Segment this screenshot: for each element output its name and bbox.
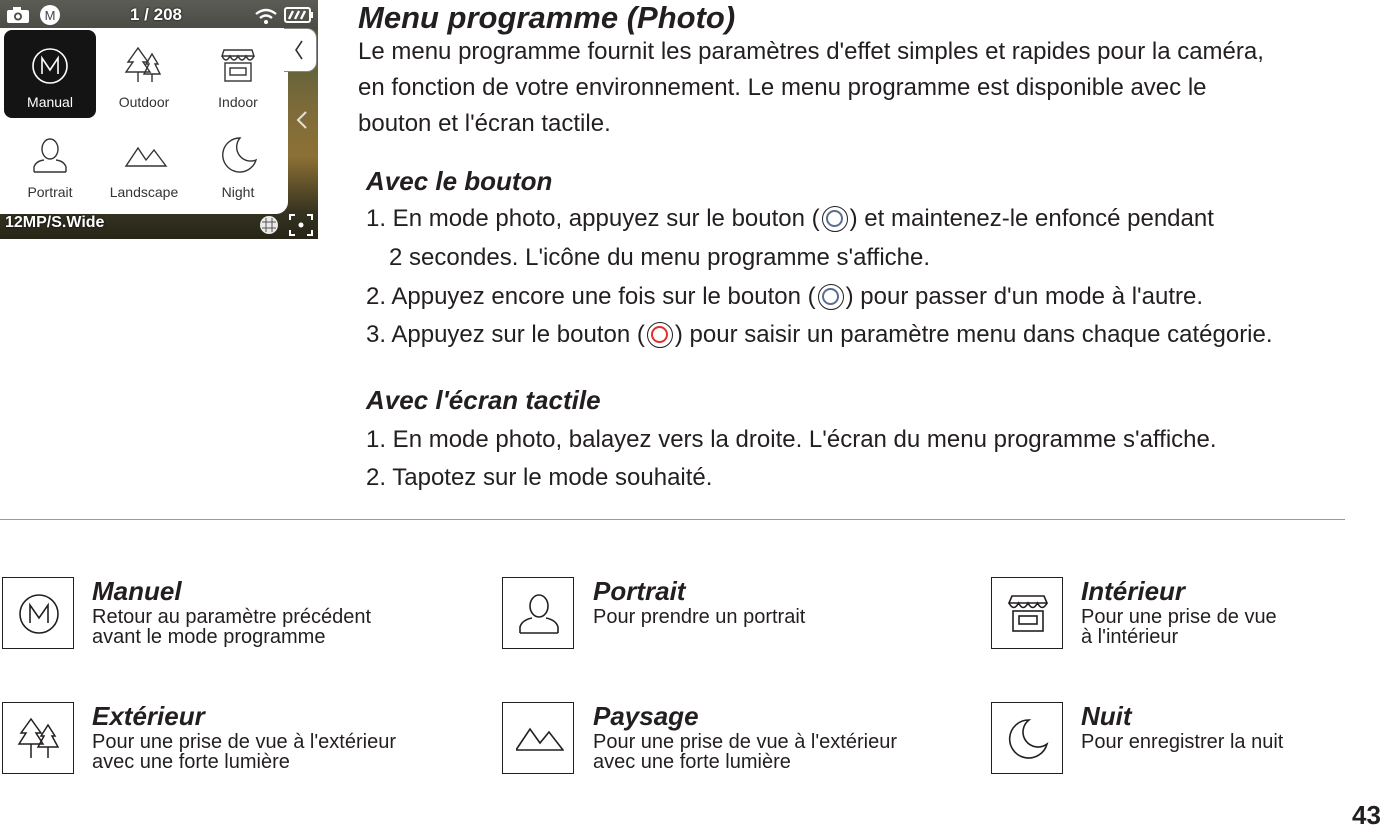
- shot-counter: 1 / 208: [130, 5, 182, 24]
- person-icon: [30, 136, 70, 176]
- shutter-button-icon: [818, 284, 844, 310]
- moon-icon: [218, 136, 258, 176]
- camera-icon: [6, 6, 30, 24]
- store-icon: [1005, 591, 1051, 637]
- menu-label: Night: [221, 184, 255, 200]
- desc-line: avant le mode programme: [92, 626, 326, 648]
- desc-line: Retour au paramètre précédent: [92, 606, 372, 628]
- focus-frame-icon: [288, 213, 314, 237]
- menu-label: Outdoor: [118, 94, 170, 110]
- desc-line: Pour enregistrer la nuit: [1081, 731, 1284, 753]
- outdoor-mode-box: [2, 702, 74, 774]
- step-text: 1. En mode photo, appuyez sur le bouton (: [366, 205, 820, 232]
- intro-paragraph: [358, 34, 1378, 142]
- desc-line: avec une forte lumière: [92, 751, 290, 773]
- battery-icon: [284, 6, 314, 24]
- moon-icon: [1005, 716, 1051, 762]
- desc-line: Pour une prise de vue à l'extérieur: [593, 731, 897, 753]
- menu-collapse-tab[interactable]: [284, 28, 317, 72]
- intro-line: bouton et l'écran tactile.: [358, 110, 611, 137]
- button-step-2: [366, 283, 1203, 311]
- mode-desc-portrait: [593, 607, 953, 627]
- menu-label: Manual: [27, 94, 73, 110]
- menu-label: Indoor: [218, 94, 258, 110]
- manual-icon: [16, 591, 62, 637]
- step-text: 2. Appuyez encore une fois sur le bouton (: [366, 283, 816, 310]
- program-menu-panel: [0, 28, 288, 214]
- mode-desc-exterieur: [92, 732, 452, 772]
- mode-name-portrait: Portrait: [593, 576, 686, 606]
- manual-icon: [30, 46, 70, 86]
- record-button-icon: [647, 322, 673, 348]
- button-step-1-cont: 2 secondes. L'icône du menu programme s'affiche.: [389, 244, 931, 271]
- portrait-mode-box: [502, 577, 574, 649]
- menu-item-landscape[interactable]: [98, 120, 190, 208]
- night-mode-box: [991, 702, 1063, 774]
- touch-step-1: 1. En mode photo, balayez vers la droite. L'écran du menu programme s'affiche.: [366, 426, 1217, 453]
- step-text: 3. Appuyez sur le bouton (: [366, 321, 645, 348]
- step-text: ) pour passer d'un mode à l'autre.: [845, 283, 1203, 310]
- touch-step-2: 2. Tapotez sur le mode souhaité.: [366, 464, 713, 491]
- mountain-icon: [124, 136, 168, 176]
- intro-line: Le menu programme fournit les paramètres d'effet simples et rapides pour la caméra,: [358, 38, 1264, 65]
- mode-name-manuel: Manuel: [92, 576, 182, 606]
- grid-icon: [258, 214, 280, 236]
- swipe-chevron-icon[interactable]: [294, 110, 310, 130]
- menu-label: Landscape: [109, 184, 179, 200]
- page-title: Menu programme (Photo): [358, 0, 736, 35]
- camera-status-bar: [0, 0, 318, 30]
- mountain-icon: [516, 716, 564, 762]
- mode-desc-nuit: [1081, 732, 1387, 752]
- intro-line: en fonction de votre environnement. Le menu programme est disponible avec le: [358, 74, 1207, 101]
- step-text: ) et maintenez-le enfoncé pendant: [849, 205, 1214, 232]
- trees-icon: [16, 716, 62, 762]
- mode-name-nuit: Nuit: [1081, 701, 1132, 731]
- menu-label: Portrait: [27, 184, 73, 200]
- menu-item-outdoor[interactable]: [98, 30, 190, 118]
- menu-item-indoor[interactable]: [192, 30, 284, 118]
- shutter-button-icon: [822, 206, 848, 232]
- mode-name-exterieur: Extérieur: [92, 701, 205, 731]
- mode-desc-interieur: [1081, 607, 1387, 647]
- resolution-label: 12MP/S.Wide: [5, 214, 105, 231]
- trees-icon: [124, 46, 164, 86]
- step-text: ) pour saisir un paramètre menu dans chaque catégorie.: [674, 321, 1273, 348]
- mode-name-interieur: Intérieur: [1081, 576, 1186, 606]
- section-divider: [0, 519, 1345, 520]
- mode-desc-manuel: [92, 607, 452, 647]
- desc-line: Pour une prise de vue: [1081, 606, 1277, 628]
- desc-line: à l'intérieur: [1081, 626, 1179, 648]
- store-icon: [218, 46, 258, 86]
- touch-section-heading: Avec l'écran tactile: [366, 385, 601, 415]
- desc-line: Pour une prise de vue à l'extérieur: [92, 731, 396, 753]
- button-step-3: [366, 321, 1273, 349]
- desc-line: Pour prendre un portrait: [593, 606, 806, 628]
- button-step-1: [366, 205, 1214, 233]
- landscape-mode-box: [502, 702, 574, 774]
- camera-screenshot: [0, 0, 318, 239]
- manual-mode-box: [2, 577, 74, 649]
- menu-item-night[interactable]: [192, 120, 284, 208]
- wifi-icon: [254, 7, 278, 25]
- desc-line: avec une forte lumière: [593, 751, 791, 773]
- button-section-heading: Avec le bouton: [366, 166, 553, 196]
- mode-desc-paysage: [593, 732, 953, 772]
- person-icon: [516, 591, 562, 637]
- page-number: 43: [1352, 800, 1381, 830]
- indoor-mode-box: [991, 577, 1063, 649]
- menu-item-manual[interactable]: [4, 30, 96, 118]
- chevron-left-icon: [293, 39, 305, 61]
- menu-item-portrait[interactable]: [4, 120, 96, 208]
- mode-name-paysage: Paysage: [593, 701, 699, 731]
- mode-badge-icon: [38, 4, 62, 26]
- svg-text:M: M: [44, 8, 56, 23]
